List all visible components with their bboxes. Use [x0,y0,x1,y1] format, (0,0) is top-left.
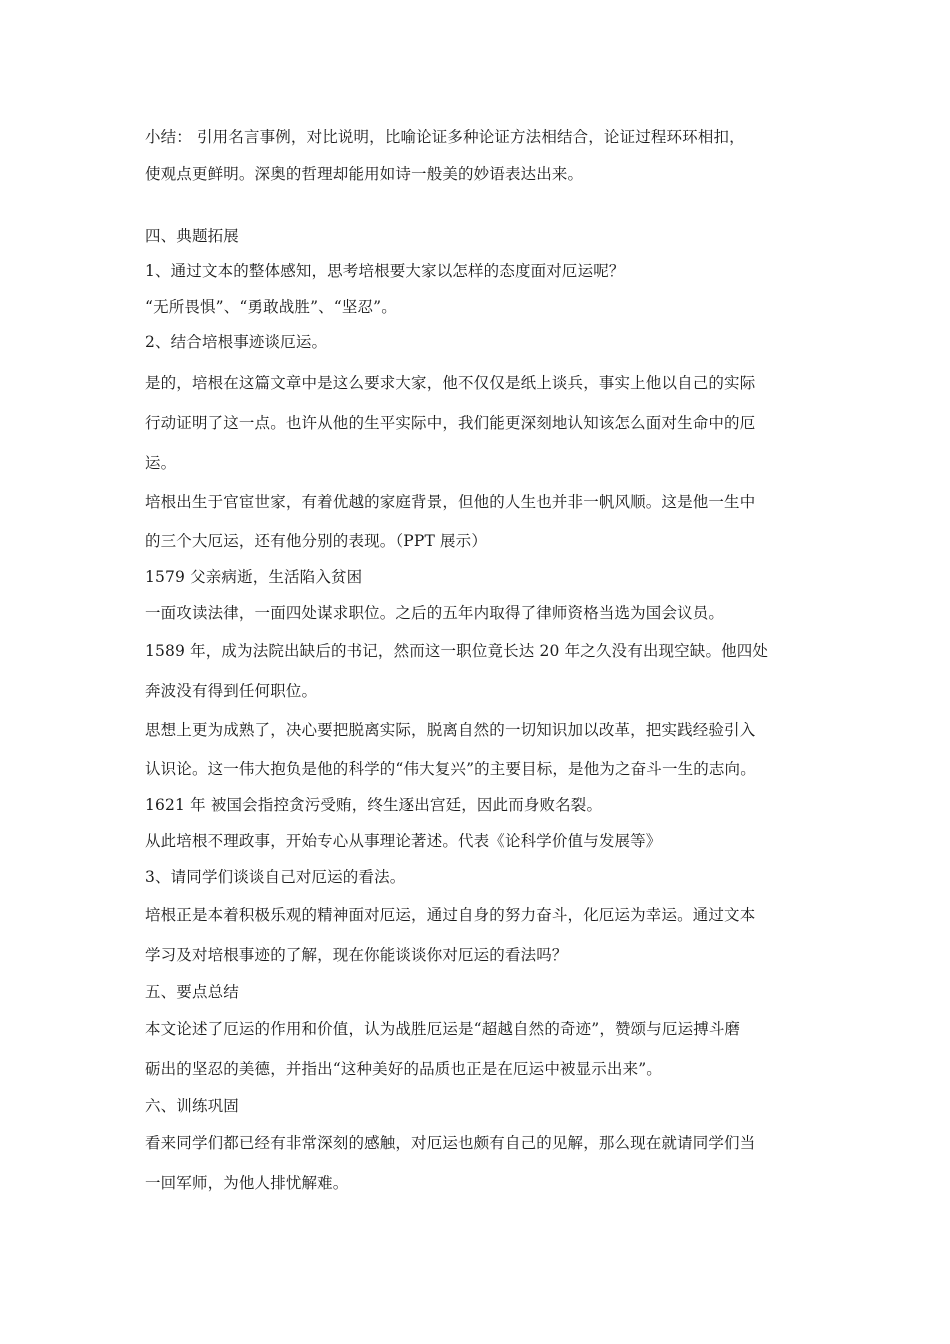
paragraph-line: 运。 [145,454,177,472]
timeline-item: 认识论。这一伟大抱负是他的科学的“伟大复兴”的主要目标，是他为之奋斗一生的志向。 [145,760,756,778]
timeline-item: 1589 年，成为法院出缺后的书记，然而这一职位竟长达 20 年之久没有出现空缺。他四处 [145,642,769,660]
summary-line-1: 小结： 引用名言事例，对比说明，比喻论证多种论证方法相结合，论证过程环环相扣， [145,128,745,146]
paragraph-line: 看来同学们都已经有非常深刻的感触，对厄运也颇有自己的见解，那么现在就请同学们当 [145,1134,756,1152]
paragraph-line: 的三个大厄运，还有他分别的表现。（PPT 展示） [145,532,487,550]
answer-1: “无所畏惧”、“勇敢战胜”、“坚忍”。 [145,298,397,316]
question-1: 1、通过文本的整体感知，思考培根要大家以怎样的态度面对厄运呢？ [145,262,625,280]
section-heading-extension: 四、典题拓展 [145,227,239,245]
timeline-item: 从此培根不理政事，开始专心从事理论著述。代表《论科学价值与发展等》 [145,832,662,850]
paragraph-line: 培根正是本着积极乐观的精神面对厄运，通过自身的努力奋斗，化厄运为幸运。通过文本 [145,906,756,924]
timeline-item: 1621 年 被国会指控贪污受贿，终生逐出宫廷，因此而身败名裂。 [145,796,603,814]
paragraph-line: 培根出生于官宦世家，有着优越的家庭背景，但他的人生也并非一帆风顺。这是他一生中 [145,493,756,511]
paragraph-line: 是的，培根在这篇文章中是这么要求大家，他不仅仅是纸上谈兵，事实上他以自己的实际 [145,374,756,392]
timeline-item: 思想上更为成熟了，决心要把脱离实际，脱离自然的一切知识加以改革，把实践经验引入 [145,721,756,739]
paragraph-line: 本文论述了厄运的作用和价值，认为战胜厄运是“超越自然的奇迹”，赞颂与厄运搏斗磨 [145,1020,741,1038]
timeline-item: 一面攻读法律，一面四处谋求职位。之后的五年内取得了律师资格当选为国会议员。 [145,604,725,622]
section-heading-practice: 六、训练巩固 [145,1097,239,1115]
question-3: 3、请同学们谈谈自己对厄运的看法。 [145,868,406,886]
paragraph-line: 行动证明了这一点。也许从他的生平实际中，我们能更深刻地认知该怎么面对生命中的厄 [145,414,756,432]
timeline-item: 奔波没有得到任何职位。 [145,682,318,700]
timeline-item: 1579 父亲病逝，生活陷入贫困 [145,568,363,586]
paragraph-line: 学习及对培根事迹的了解，现在你能谈谈你对厄运的看法吗？ [145,946,568,964]
paragraph-line: 砺出的坚忍的美德，并指出“这种美好的品质也正是在厄运中被显示出来”。 [145,1060,662,1078]
question-2: 2、结合培根事迹谈厄运。 [145,333,328,351]
summary-line-2: 使观点更鲜明。深奥的哲理却能用如诗一般美的妙语表达出来。 [145,165,584,183]
paragraph-line: 一回军师，为他人排忧解难。 [145,1174,349,1192]
section-heading-summary: 五、要点总结 [145,983,239,1001]
